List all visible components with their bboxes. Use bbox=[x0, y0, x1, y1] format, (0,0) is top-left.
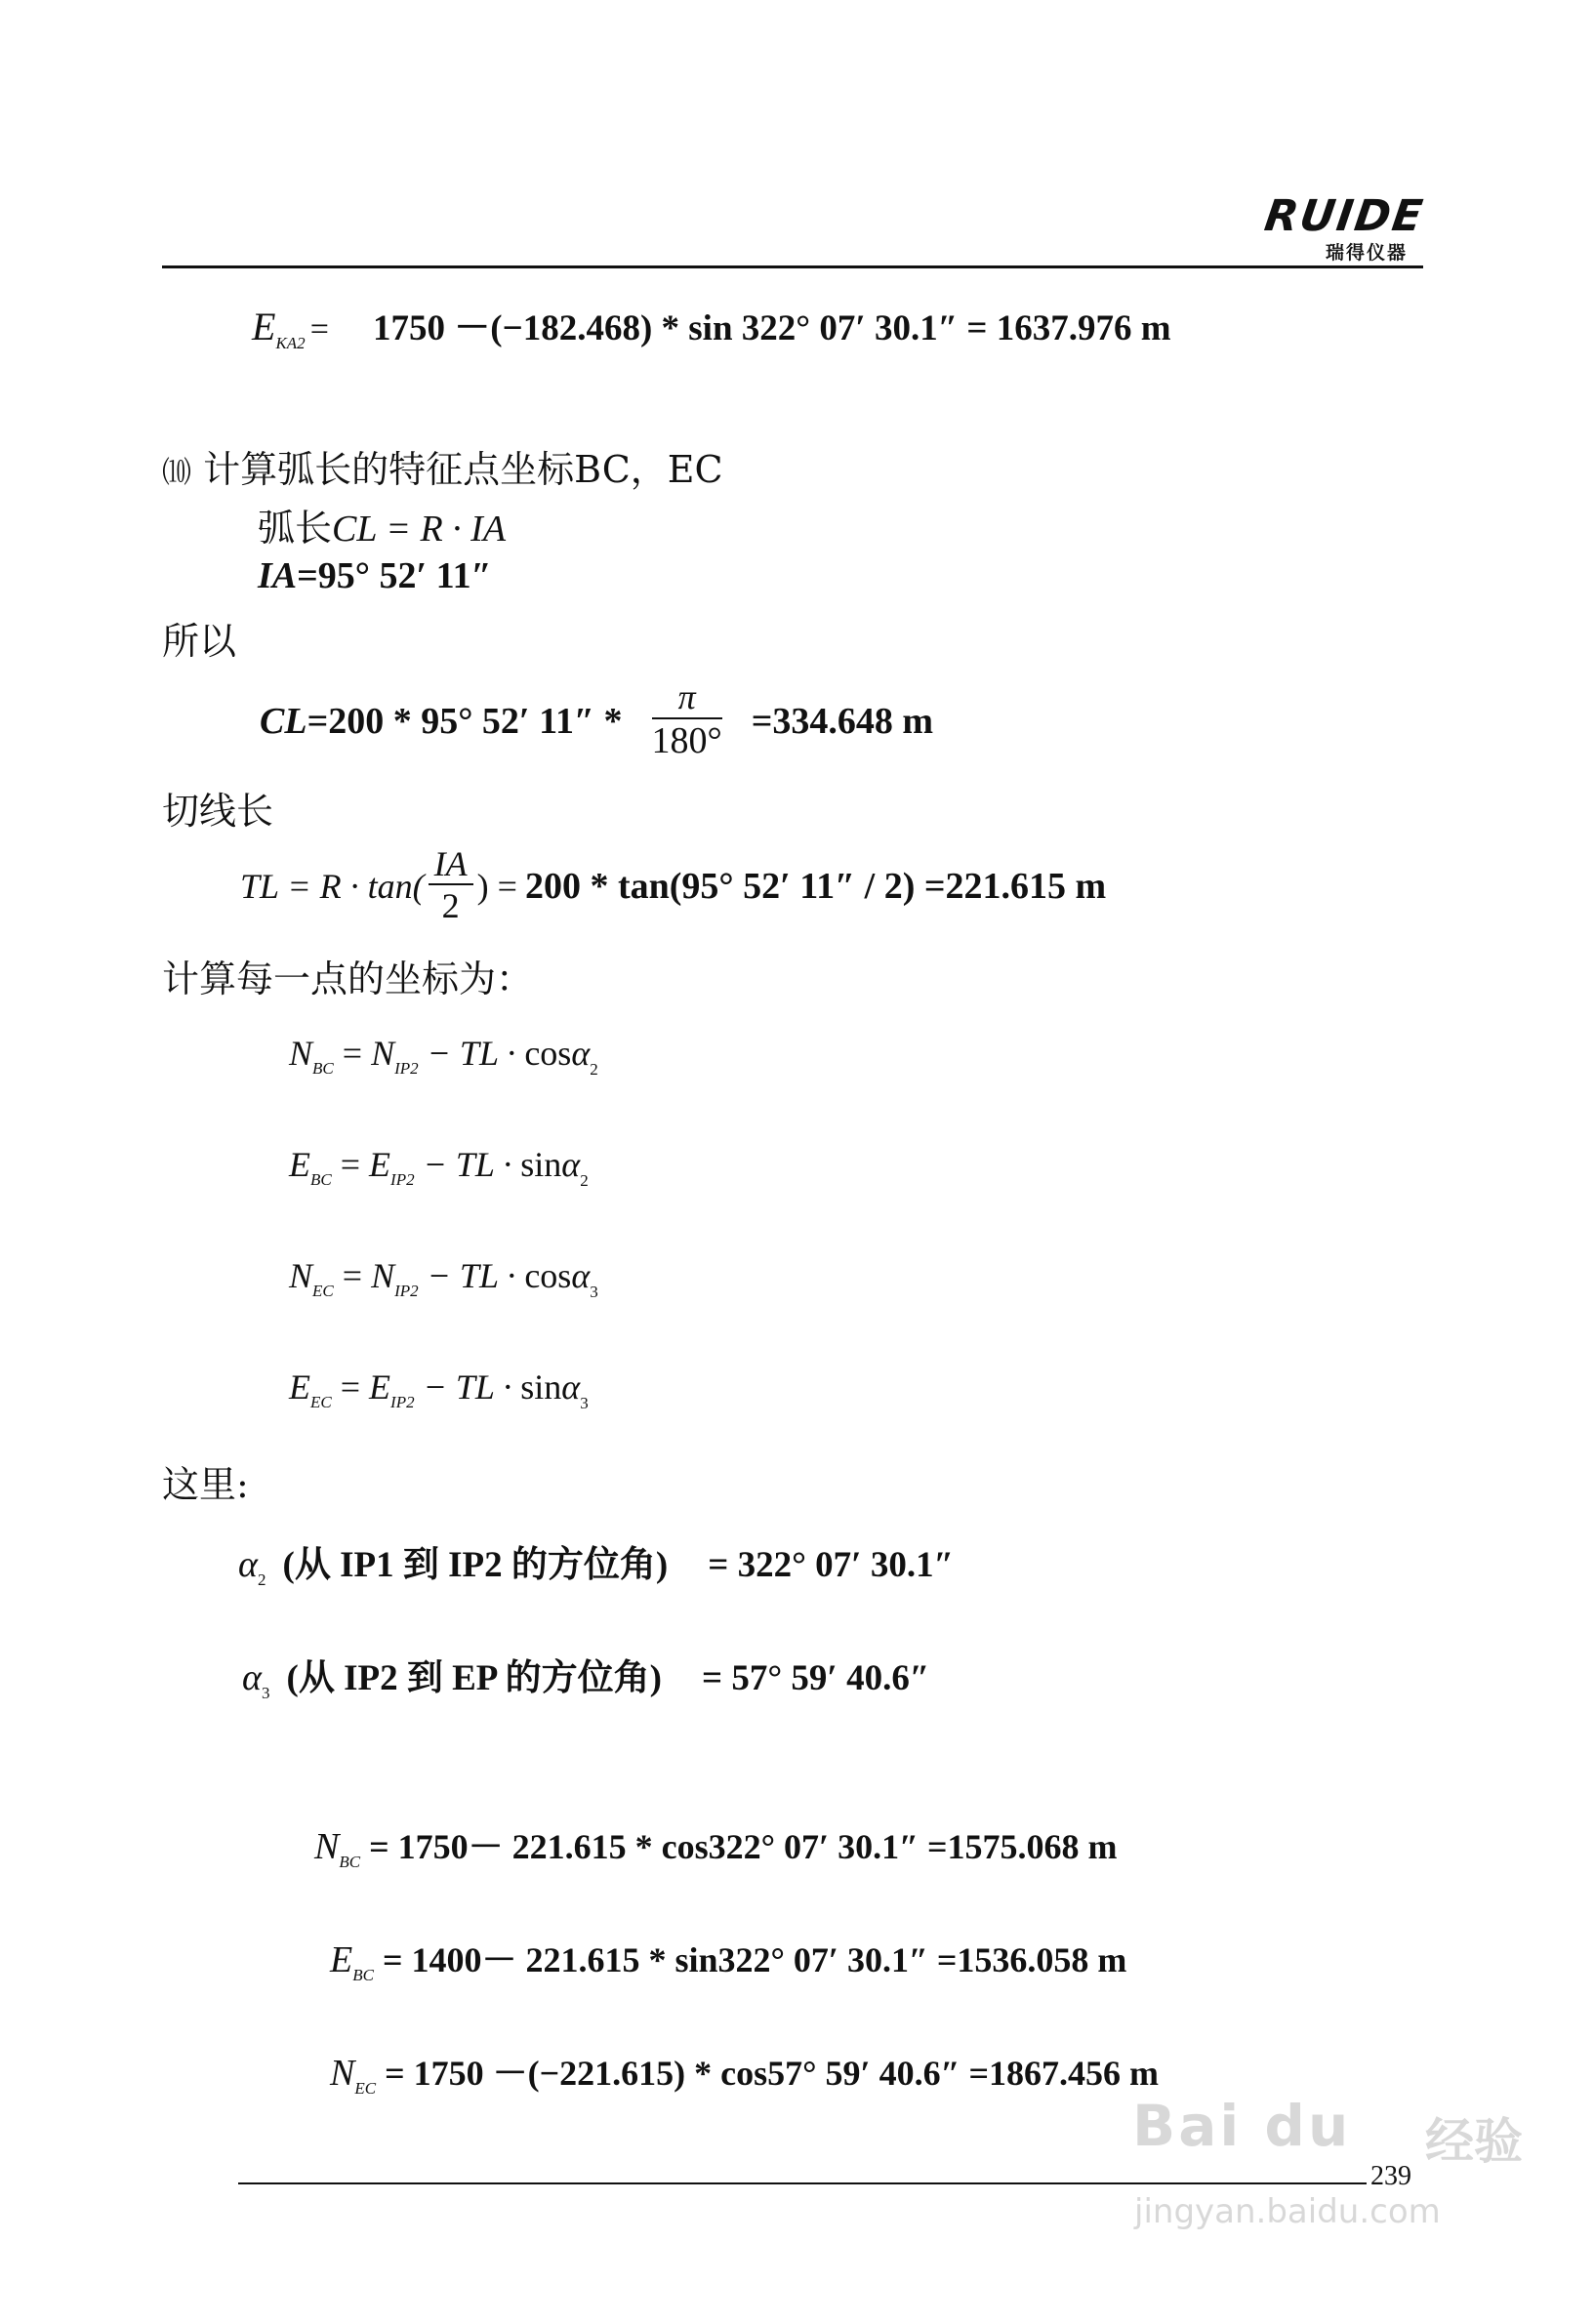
result-n-ec: NEC = 1750 －(−221.615) * cos57° 59′ 40.6″ =1867.456 m bbox=[330, 2053, 1159, 2098]
fraction-denominator: 180° bbox=[651, 720, 722, 761]
section-heading bbox=[162, 439, 723, 493]
ia-value: =95° 52′ 11″ bbox=[297, 555, 492, 596]
fraction-numerator: IA bbox=[429, 845, 473, 886]
tangent-calculation: 200 * tan(95° 52′ 11″ / 2) =221.615 m bbox=[524, 866, 1107, 907]
formula-n-bc: $N_{BC} = N_{IP2}$ − TL · cosα$_2$ bbox=[289, 1034, 598, 1079]
tangent-label: 切线长 bbox=[162, 790, 274, 833]
formula-e-bc: $E_{BC} = E_{IP2}$ − TL · sinα$_2$ bbox=[289, 1145, 589, 1190]
result-n-bc: NBC = 1750－ 221.615 * cos322° 07′ 30.1″ =1575.068 m bbox=[314, 1826, 1118, 1871]
ia-var: IA bbox=[258, 555, 298, 596]
azimuth-alpha2: α2 (从 IP1 到 IP2 的方位角) = 322° 07′ 30.1″ bbox=[238, 1544, 955, 1589]
page-number: 239 bbox=[1370, 2161, 1411, 2191]
here-label: 这里: bbox=[162, 1463, 249, 1506]
formula-e-ec: $E_{EC} = E_{IP2}$ − TL · sinα$_3$ bbox=[289, 1367, 589, 1412]
azimuth-value: = 322° 07′ 30.1″ bbox=[708, 1545, 955, 1585]
eq-equals: = bbox=[309, 311, 329, 347]
cl-expression: =200 * 95° 52′ 11″ * bbox=[307, 701, 623, 742]
watermark-sub: 经验 bbox=[1425, 2113, 1523, 2170]
eq-sub: KA2 bbox=[275, 334, 306, 352]
section-title: 计算弧长的特征点坐标BC，EC bbox=[203, 448, 723, 491]
tangent-rhs-eq: ) = bbox=[476, 867, 517, 906]
tangent-lhs: TL = R · tan( bbox=[240, 867, 425, 906]
cl-calculation bbox=[260, 668, 933, 775]
azimuth-value: = 57° 59′ 40.6″ bbox=[702, 1658, 930, 1698]
coords-label: 计算每一点的坐标为： bbox=[162, 958, 534, 1000]
fraction-numerator: π bbox=[652, 678, 722, 719]
ia-over-2-fraction bbox=[429, 845, 473, 928]
arc-formula: CL = R · IA bbox=[332, 509, 507, 550]
ia-line bbox=[258, 554, 492, 597]
suoyi-label: 所以 bbox=[162, 620, 237, 663]
tangent-formula bbox=[240, 837, 1106, 935]
fraction-denominator: 2 bbox=[441, 886, 460, 926]
baidu-jingyan-watermark bbox=[1132, 2085, 1562, 2280]
logo-text: RUIDE bbox=[1261, 191, 1428, 241]
arc-length-line bbox=[258, 498, 506, 551]
eq-var: E bbox=[252, 305, 276, 348]
watermark-url: jingyan.baidu.com bbox=[1134, 2192, 1441, 2231]
result-e-bc: EBC = 1400－ 221.615 * sin322° 07′ 30.1″ =1536.058 m bbox=[330, 1939, 1127, 1984]
arc-label: 弧长 bbox=[258, 507, 333, 550]
azimuth-desc: (从 IP1 到 IP2 的方位角) bbox=[282, 1545, 669, 1585]
azimuth-desc: (从 IP2 到 EP 的方位角) bbox=[286, 1658, 662, 1698]
section-number: ⑽ bbox=[162, 456, 191, 490]
cl-var: CL bbox=[260, 701, 307, 742]
formula-n-ec: $N_{EC} = N_{IP2}$ − TL · cosα$_3$ bbox=[289, 1256, 598, 1301]
equation-e-ka2 bbox=[252, 298, 1171, 353]
ruide-logo bbox=[1261, 191, 1431, 271]
azimuth-alpha3: α3 (从 IP2 到 EP 的方位角) = 57° 59′ 40.6″ bbox=[242, 1657, 930, 1702]
logo-subtext: 瑞得仪器 bbox=[1326, 242, 1409, 264]
watermark-brand: Bai du bbox=[1132, 2093, 1352, 2159]
cl-result: =334.648 m bbox=[751, 701, 934, 742]
pi-over-180-fraction bbox=[652, 678, 722, 763]
eq-expression: 1750 －(−182.468) * sin 322° 07′ 30.1″ = 1637.976 m bbox=[373, 308, 1171, 348]
header-rule bbox=[162, 265, 1423, 268]
